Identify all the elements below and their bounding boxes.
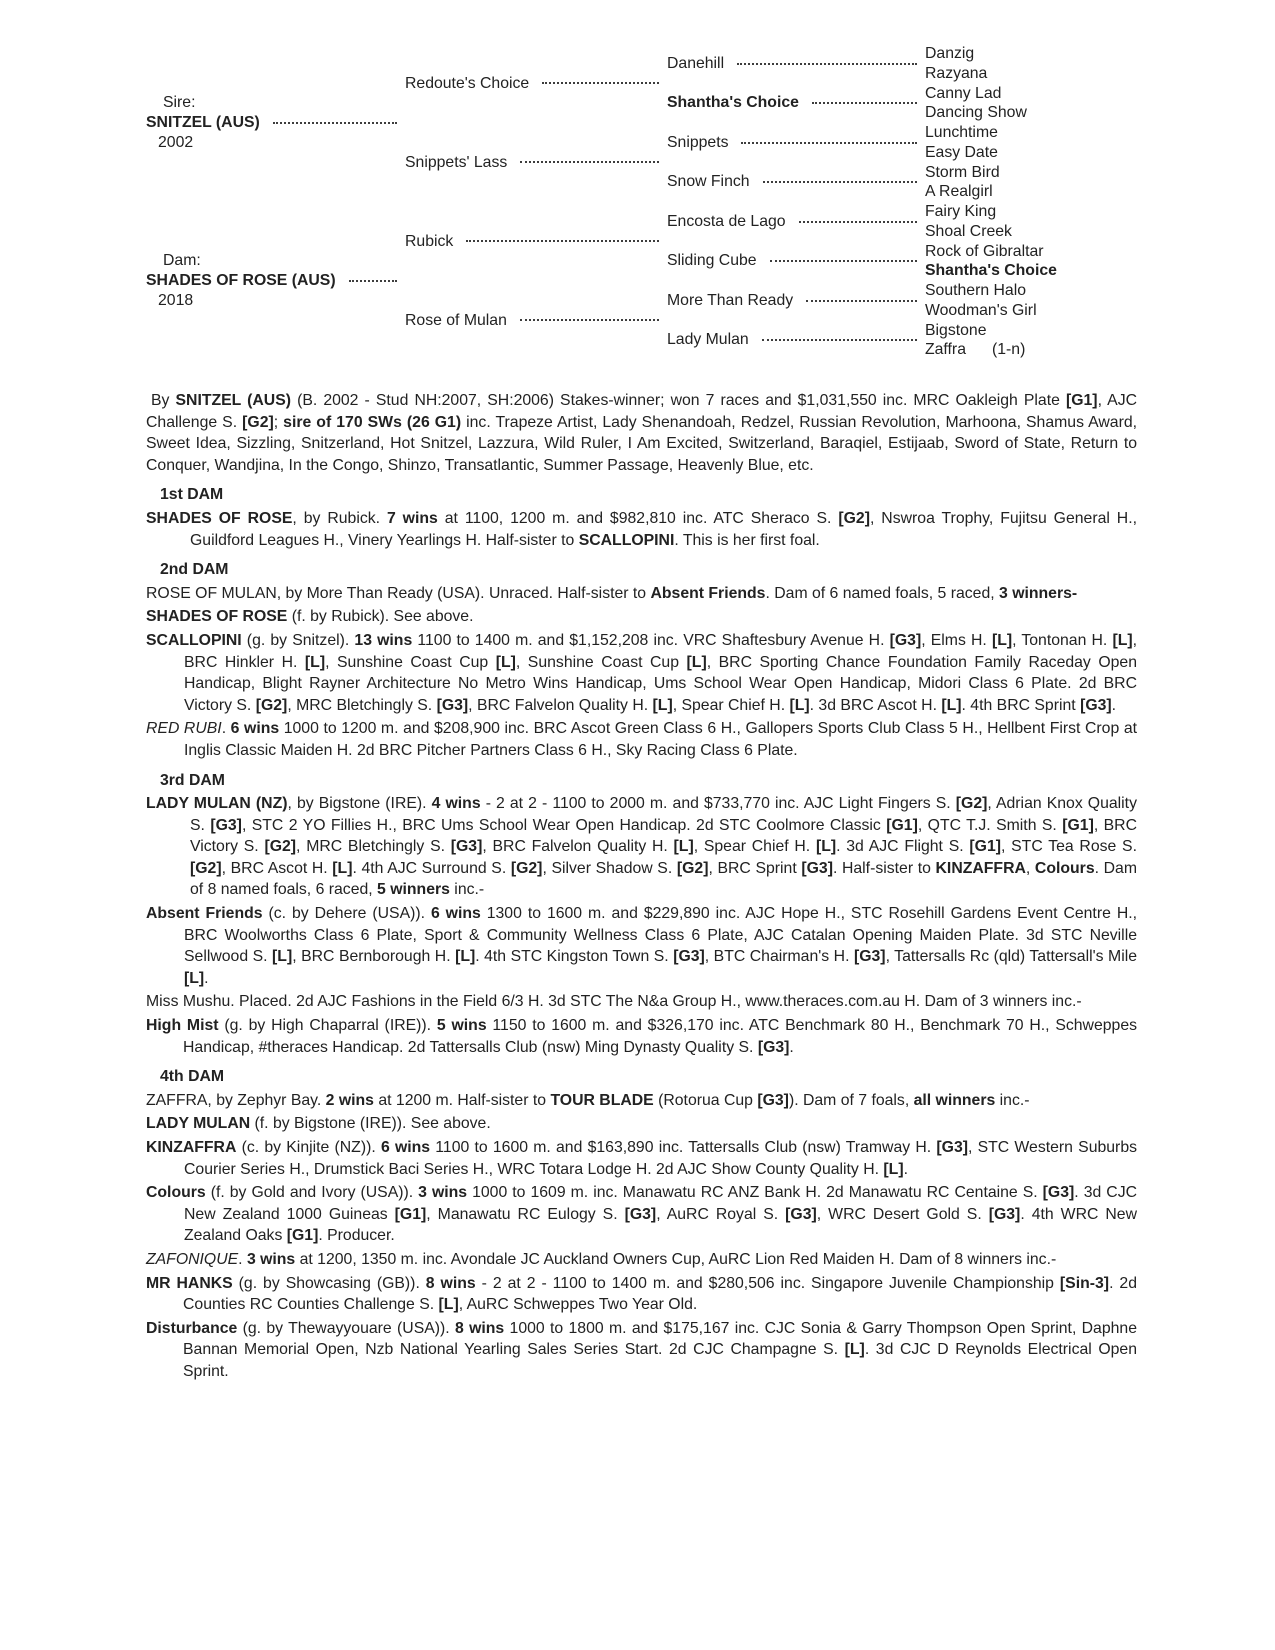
text-segment: , WRC Desert Gold S. [816, 1205, 989, 1223]
pedigree-text-body [146, 390, 1137, 1383]
text-segment: SCALLOPINI [578, 531, 675, 549]
entry-zaffra [146, 1090, 1137, 1112]
pedigree-column-grandparents [405, 44, 667, 360]
dotted-leader [812, 102, 917, 104]
gen2-ancestor [405, 281, 667, 360]
dam-name: SHADES OF ROSE (AUS) [146, 272, 336, 290]
text-segment: [G2] [264, 838, 297, 856]
text-segment: sire of 170 SWs (26 G1) [283, 413, 462, 431]
text-segment: at 1200 m. Half-sister to [373, 1091, 551, 1109]
text-segment: [G3] [673, 948, 705, 966]
text-segment: . 3d AJC Flight S. [836, 838, 970, 856]
dotted-leader [520, 161, 659, 163]
heading-4th-dam: 4th DAM [160, 1068, 225, 1086]
ancestor-name: Dancing Show [925, 104, 1027, 122]
gen4-ancestor [925, 123, 1137, 143]
ancestor-name: Snippets [667, 133, 729, 151]
text-segment: (f. by Gold and Ivory (USA)). [205, 1184, 419, 1202]
text-segment: [G3] [436, 696, 469, 714]
text-segment: (B. 2002 - Stud NH:2007, SH:2006) Stakes-winner; won 7 races and $1,031,550 inc. MRC Oakleigh Plate [291, 392, 1066, 409]
text-segment: RED RUBI [146, 720, 222, 738]
text-segment: 6 wins [230, 720, 280, 738]
text-segment: [G2] [510, 859, 543, 877]
text-segment: 3 winners- [999, 584, 1078, 602]
ancestor-name: Danehill [667, 54, 725, 72]
text-segment: [G3] [801, 859, 833, 877]
dotted-leader [542, 82, 659, 84]
text-segment: [G3] [624, 1205, 657, 1223]
gen4-ancestor [925, 163, 1137, 183]
text-segment: . [238, 1250, 247, 1268]
text-segment: 8 wins [455, 1319, 505, 1337]
text-segment: , Tontonan H. [1012, 631, 1113, 649]
gen3-ancestor [667, 242, 925, 282]
text-segment: , Silver Shadow S. [542, 859, 677, 877]
dotted-leader [741, 142, 917, 144]
dam-cell [146, 202, 405, 360]
text-segment: SHADES OF ROSE [146, 608, 288, 626]
gen4-ancestor [925, 242, 1137, 262]
text-segment: , BRC Sporting Chance Foundation Family Raceday Open Handicap, Blight Rayner Architecture No Metro Wins Handicap, Ums School Wear Open Handicap, Midori Class 6 Plate. 2d BRC Victory S. [184, 653, 1137, 714]
dotted-leader [799, 221, 917, 223]
ancestor-name: Canny Lad [925, 84, 1002, 102]
ancestor-name: Rubick [405, 232, 454, 250]
text-segment: (c. by Kinjite (NZ)). [236, 1139, 381, 1156]
text-segment: [G3] [450, 838, 483, 856]
gen4-ancestor [925, 103, 1137, 123]
dam-name-line [146, 271, 405, 291]
gen4-ancestor [925, 44, 1137, 64]
text-segment: , STC Western Suburbs Courier Series H., Drumstick Baci Series H., WRC Totara Lodge H. 2d AJC Show County Quality H. [184, 1139, 1138, 1178]
text-segment: . [1111, 696, 1117, 714]
text-segment: [G3] [988, 1205, 1021, 1223]
text-segment: Absent Friends [146, 905, 263, 923]
text-segment: [L] [686, 653, 707, 671]
text-segment: Miss Mushu. Placed. 2d AJC Fashions in the Field 6/3 H. 3d STC The N&a Group H., www.theraces.com.au H. Dam of 3 winners inc.- [146, 993, 1082, 1011]
ancestor-name: A Realgirl [925, 183, 993, 201]
dotted-leader [737, 63, 917, 65]
pedigree-column-gggrandparents [925, 44, 1137, 360]
text-segment: at 1100, 1200 m. and $982,810 inc. ATC Sheraco S. [437, 509, 839, 527]
text-segment: 3 wins [246, 1250, 296, 1268]
text-segment: [G3] [889, 631, 922, 649]
text-segment: [G1] [969, 838, 1001, 856]
text-segment: . Dam of 6 named foals, 5 raced, [765, 584, 1000, 602]
dotted-leader [273, 122, 397, 124]
text-segment: [G3] [936, 1139, 968, 1156]
text-segment: , AJC Challenge S. [146, 392, 1138, 431]
text-segment: [G2] [838, 509, 870, 527]
entry-miss-mushu [146, 991, 1137, 1013]
text-segment: . Producer. [318, 1227, 395, 1245]
text-segment: [G1] [1065, 392, 1098, 409]
ancestor-name: More Than Ready [667, 291, 794, 309]
gen2-ancestor [405, 202, 667, 281]
text-segment: ROSE OF MULAN, by More Than Ready (USA). Unraced. Half-sister to [146, 584, 651, 602]
text-segment: 1000 to 1800 m. and $175,167 inc. CJC Sonia & Garry Thompson Open Sprint, Daphne Bannan Memorial Open, Nzb National Yearling Sales Series Start. 2d CJC Champagne S. [183, 1319, 1137, 1359]
text-segment: , BRC Hinkler H. [184, 631, 1138, 671]
gen3-ancestor [667, 84, 925, 124]
text-segment: ). Dam of 7 foals, [788, 1091, 914, 1109]
sire-year: 2002 [158, 133, 194, 151]
text-segment: , STC 2 YO Fillies H., BRC Ums School Wear Open Handicap. 2d STC Coolmore Classic [241, 816, 887, 834]
text-segment: [L] [438, 1296, 459, 1314]
text-segment: , MRC Bletchingly S. [287, 696, 437, 714]
text-segment: (Rotorua Cup [653, 1091, 758, 1109]
text-segment: 1000 to 1609 m. inc. Manawatu RC ANZ Bank H. 2d Manawatu RC Centaine S. [467, 1184, 1043, 1202]
text-segment: inc.- [995, 1091, 1030, 1109]
text-segment: inc. Trapeze Artist, Lady Shenandoah, Redzel, Russian Revolution, Marhoona, Shamus Award, Sweet Idea, Sizzling, Snitzerland, Hot Snitzel, Lazzura, Wild Ruler, I Am Excited, Switzerland, Baraqiel, Estijaab, Sword of State, Return to Conquer, Wandjina, In the Congo, Shinzo, Transatlantic, Summer Passage, Heavenly Blue, etc. [146, 413, 1138, 474]
text-segment: . 4th BRC Sprint [961, 696, 1081, 714]
text-segment: [G3] [1042, 1184, 1075, 1202]
entry-lady-mulan-foal [146, 1113, 1137, 1135]
gen3-ancestor [667, 163, 925, 203]
text-segment: [G3] [785, 1205, 817, 1223]
ancestor-name: Shoal Creek [925, 222, 1012, 240]
text-segment: [G2] [190, 859, 222, 877]
ancestor-name: Shantha's Choice [667, 94, 799, 112]
gen4-ancestor [925, 64, 1137, 84]
pedigree-column-greatgrandparents [667, 44, 925, 360]
text-segment: [G1] [394, 1205, 427, 1223]
text-segment: (g. by Showcasing (GB)). [232, 1274, 426, 1292]
text-segment: [L] [883, 1160, 904, 1178]
text-segment: By [151, 392, 176, 409]
text-segment: [Sin-3] [1059, 1274, 1110, 1292]
gen4-ancestor [925, 143, 1137, 163]
entry-lady-mulan [146, 793, 1137, 901]
ancestor-name: Woodman's Girl [925, 301, 1037, 319]
dotted-leader [770, 260, 917, 262]
text-segment: (f. by Rubick). See above. [287, 608, 474, 626]
text-segment: SNITZEL (AUS) [175, 392, 291, 409]
text-segment: , BTC Chairman's H. [704, 948, 854, 966]
gen3-ancestor [667, 44, 925, 84]
text-segment: , Spear Chief H. [693, 838, 816, 856]
text-segment: , BRC Bernborough H. [292, 948, 456, 966]
text-segment: , BRC Falvelon Quality H. [482, 838, 674, 856]
entry-zafonique [146, 1249, 1137, 1271]
text-segment: [L] [673, 838, 694, 856]
text-segment: [L] [815, 838, 837, 856]
text-segment: [G3] [210, 816, 242, 834]
text-segment: [L] [1112, 631, 1133, 649]
heading-1st-dam: 1st DAM [160, 486, 224, 504]
gen4-ancestor [925, 261, 1137, 281]
text-segment: , STC Tea Rose S. [1001, 838, 1137, 856]
dotted-leader [349, 280, 397, 282]
text-segment: . 4th WRC New Zealand Oaks [184, 1205, 1137, 1245]
text-segment: 7 wins [386, 509, 438, 527]
text-segment: 1100 to 1600 m. and $163,890 inc. Tattersalls Club (nsw) Tramway H. [430, 1139, 937, 1156]
dotted-leader [466, 240, 659, 242]
entry-disturbance [146, 1318, 1137, 1383]
text-segment: LADY MULAN [146, 1115, 251, 1133]
text-segment: MR HANKS [146, 1274, 233, 1292]
text-segment: (g. by High Chaparral (IRE)). [218, 1017, 437, 1035]
text-segment: [G3] [757, 1091, 789, 1109]
text-segment: , by Rubick. [292, 509, 387, 527]
entry-colours [146, 1182, 1137, 1247]
ancestor-name: Storm Bird [925, 163, 1000, 181]
text-segment: [L] [184, 969, 205, 987]
gen4-ancestor [925, 182, 1137, 202]
text-segment: . Dam of 8 named foals, 6 raced, [190, 859, 1137, 899]
text-segment: (g. by Snitzel). [241, 631, 355, 649]
text-segment: 1100 to 1400 m. and $1,152,208 inc. VRC Shaftesbury Avenue H. [412, 631, 890, 649]
text-segment: , Tattersalls Rc (qld) Tattersall's Mile [885, 948, 1137, 966]
text-segment: 1150 to 1600 m. and $326,170 inc. ATC Benchmark 80 H., Benchmark 70 H., Schweppes Handicap, #theraces Handicap. 2d Tattersalls Club (nsw) Ming Dynasty Quality S. [183, 1017, 1138, 1056]
text-segment: - 2 at 2 - 1100 to 2000 m. and $733,770 inc. AJC Light Fingers S. [480, 795, 956, 813]
sire-cell [146, 44, 405, 202]
text-segment: [G1] [1062, 816, 1094, 834]
ancestor-name: Bigstone [925, 321, 987, 339]
text-segment: [G2] [955, 795, 988, 813]
text-segment: [G1] [886, 816, 918, 834]
ancestor-name: Shantha's Choice [925, 262, 1057, 280]
text-segment: (c. by Dehere (USA)). [262, 905, 431, 923]
sire-summary-paragraph [146, 390, 1137, 476]
entry-mr-hanks [146, 1273, 1137, 1316]
text-segment: [G2] [242, 413, 274, 431]
text-segment: . This is her first foal. [674, 531, 820, 549]
text-segment: , by Bigstone (IRE). [287, 795, 432, 813]
gen4-ancestor [925, 281, 1137, 301]
text-segment: [L] [941, 696, 962, 714]
text-segment: Colours [1034, 859, 1095, 877]
text-segment: [L] [304, 653, 326, 671]
sire-label: Sire: [163, 94, 196, 112]
text-segment: , Nswroa Trophy, Fujitsu General H., Guildford Leagues H., Vinery Yearlings H. Half-sister to [190, 509, 1137, 549]
text-segment: KINZAFFRA [935, 859, 1026, 877]
dotted-leader [762, 339, 917, 341]
entry-absent-friends [146, 903, 1137, 989]
pedigree-table [146, 44, 1137, 360]
text-segment: (g. by Thewayyouare (USA)). [237, 1319, 455, 1337]
text-segment: , BRC Ascot H. [221, 859, 333, 877]
ancestor-name: Fairy King [925, 203, 997, 220]
heading-2nd-dam: 2nd DAM [160, 561, 229, 579]
text-segment: [L] [332, 859, 353, 877]
gen3-ancestor [667, 123, 925, 163]
text-segment: , Sunshine Coast Cup [515, 653, 687, 671]
text-segment: [L] [789, 696, 810, 714]
ancestor-name: Easy Date [925, 143, 998, 161]
text-segment: KINZAFFRA [146, 1139, 237, 1156]
dotted-leader [806, 300, 917, 302]
text-segment: [L] [844, 1341, 865, 1359]
ancestor-name: Southern Halo [925, 282, 1026, 299]
dotted-leader [520, 319, 659, 321]
dotted-leader [763, 181, 917, 183]
ancestor-name: Snippets' Lass [405, 153, 508, 171]
text-segment: 2 wins [325, 1091, 374, 1109]
text-segment: , BRC Sprint [708, 859, 802, 877]
ancestor-note: (1-n) [991, 341, 1026, 359]
ancestor-name: Danzig [925, 45, 975, 62]
text-segment: Colours [146, 1184, 206, 1202]
ancestor-name: Lunchtime [925, 124, 998, 141]
text-segment: SCALLOPINI [146, 631, 242, 649]
text-segment: 6 wins [430, 905, 481, 923]
text-segment: [L] [991, 631, 1013, 649]
text-segment: . [789, 1038, 794, 1056]
dam-label: Dam: [163, 252, 201, 270]
text-segment: at 1200, 1350 m. inc. Avondale JC Auckland Owners Cup, AuRC Lion Red Maiden H. Dam of 8 winners inc.- [295, 1250, 1057, 1268]
entry-shades-of-rose [146, 508, 1137, 551]
gen2-ancestor [405, 123, 667, 202]
ancestor-name: Rose of Mulan [405, 311, 507, 329]
text-segment: , Manawatu RC Eulogy S. [426, 1205, 625, 1223]
text-segment: 8 wins [425, 1274, 476, 1292]
ancestor-name: Razyana [925, 64, 988, 82]
text-segment: . 4th STC Kingston Town S. [475, 948, 674, 966]
text-segment: . 2d Counties RC Counties Challenge S. [183, 1274, 1137, 1314]
text-segment: ; [273, 413, 284, 431]
text-segment: 6 wins [380, 1139, 431, 1156]
sire-name-line [146, 113, 405, 133]
gen4-ancestor [925, 340, 1137, 360]
text-segment: , Sunshine Coast Cup [325, 653, 496, 671]
gen3-ancestor [667, 321, 925, 361]
text-segment: ZAFFRA, by Zephyr Bay. [146, 1091, 326, 1109]
gen4-ancestor [925, 321, 1137, 341]
text-segment: . 4th AJC Surround S. [352, 859, 511, 877]
ancestor-name: Lady Mulan [667, 331, 749, 349]
text-segment: [L] [495, 653, 516, 671]
ancestor-name: Rock of Gibraltar [925, 242, 1044, 260]
text-segment: - 2 at 2 - 1100 to 1400 m. and $280,506 inc. Singapore Juvenile Championship [475, 1274, 1060, 1292]
text-segment: . [204, 969, 209, 987]
text-segment: . 3d BRC Ascot H. [809, 696, 942, 714]
text-segment: , QTC T.J. Smith S. [917, 816, 1063, 834]
text-segment: LADY MULAN (NZ) [146, 795, 288, 813]
text-segment: [G3] [757, 1038, 790, 1056]
entry-scallopini [146, 630, 1137, 716]
gen2-ancestor [405, 44, 667, 123]
text-segment: 1300 to 1600 m. and $229,890 inc. AJC Hope H., STC Rosehill Gardens Event Centre H., BRC Woolworths Class 6 Plate, Sport & Community Wellness Class 6 Plate, AJC Catalan Opening Maiden Plate. 3d STC Neville Sellwood S. [184, 905, 1137, 966]
text-segment: all winners [913, 1091, 996, 1109]
sire-name: SNITZEL (AUS) [146, 114, 260, 132]
text-segment: [L] [272, 948, 293, 966]
text-segment: , AuRC Schweppes Two Year Old. [458, 1296, 698, 1314]
text-segment: , MRC Bletchingly S. [296, 838, 451, 856]
text-segment: High Mist [146, 1017, 219, 1035]
text-segment: 13 wins [354, 631, 413, 649]
entry-red-rubi [146, 718, 1137, 761]
text-segment: 4 wins [431, 795, 481, 813]
gen4-ancestor [925, 202, 1137, 222]
ancestor-name: Redoute's Choice [405, 74, 530, 92]
text-segment: , Adrian Knox Quality S. [190, 795, 1137, 834]
ancestor-name: Sliding Cube [667, 252, 757, 270]
text-segment: [G3] [1080, 696, 1112, 714]
ancestor-name: Encosta de Lago [667, 212, 786, 230]
entry-high-mist [146, 1015, 1137, 1058]
text-segment: . Half-sister to [832, 859, 936, 877]
text-segment: TOUR BLADE [550, 1091, 654, 1109]
gen3-ancestor [667, 281, 925, 321]
text-segment: , AuRC Royal S. [656, 1205, 786, 1223]
text-segment: [G3] [853, 948, 886, 966]
gen4-ancestor [925, 301, 1137, 321]
text-segment: , BRC Victory S. [190, 816, 1137, 856]
ancestor-name: Zaffra [925, 341, 966, 359]
text-segment: 5 winners [377, 881, 450, 899]
ancestor-name: Snow Finch [667, 173, 750, 191]
text-segment: . [221, 720, 231, 738]
text-segment: Disturbance [146, 1319, 238, 1337]
text-segment: , Elms H. [921, 631, 992, 649]
gen3-ancestor [667, 202, 925, 242]
entry-shades-of-rose-foal [146, 606, 1137, 628]
text-segment: [G2] [255, 696, 288, 714]
text-segment: (f. by Bigstone (IRE)). See above. [250, 1115, 491, 1133]
text-segment: , BRC Falvelon Quality H. [468, 696, 653, 714]
dam-year: 2018 [158, 291, 194, 309]
text-segment: ZAFONIQUE [146, 1250, 239, 1268]
gen4-ancestor [925, 222, 1137, 242]
text-segment: Absent Friends [650, 584, 766, 602]
text-segment: [G2] [676, 859, 709, 877]
entry-rose-of-mulan [146, 583, 1137, 605]
text-segment: 1000 to 1200 m. and $208,900 inc. BRC Ascot Green Class 6 H., Gallopers Sports Club Class 5 H., Hellbent First Crop at Inglis Classic Maiden H. 2d BRC Pitcher Partners Class 6 H., Sky Racing Class 6 Plate. [184, 720, 1138, 759]
text-segment: inc.- [449, 881, 485, 899]
text-segment: 3 wins [418, 1184, 468, 1202]
pedigree-column-parents [146, 44, 405, 360]
text-segment: [G1] [286, 1227, 319, 1245]
text-segment: 5 wins [436, 1017, 487, 1035]
text-segment: , Spear Chief H. [672, 696, 790, 714]
text-segment: . [903, 1160, 908, 1178]
heading-3rd-dam: 3rd DAM [160, 771, 225, 789]
text-segment: [L] [455, 948, 476, 966]
entry-kinzaffra [146, 1137, 1137, 1180]
gen4-ancestor [925, 84, 1137, 104]
text-segment: [L] [652, 696, 673, 714]
text-segment: SHADES OF ROSE [146, 509, 293, 527]
text-segment: , [1025, 859, 1035, 877]
text-segment: . 3d CJC D Reynolds Electrical Open Sprint. [183, 1341, 1137, 1380]
text-segment: . 3d CJC New Zealand 1000 Guineas [184, 1184, 1137, 1223]
